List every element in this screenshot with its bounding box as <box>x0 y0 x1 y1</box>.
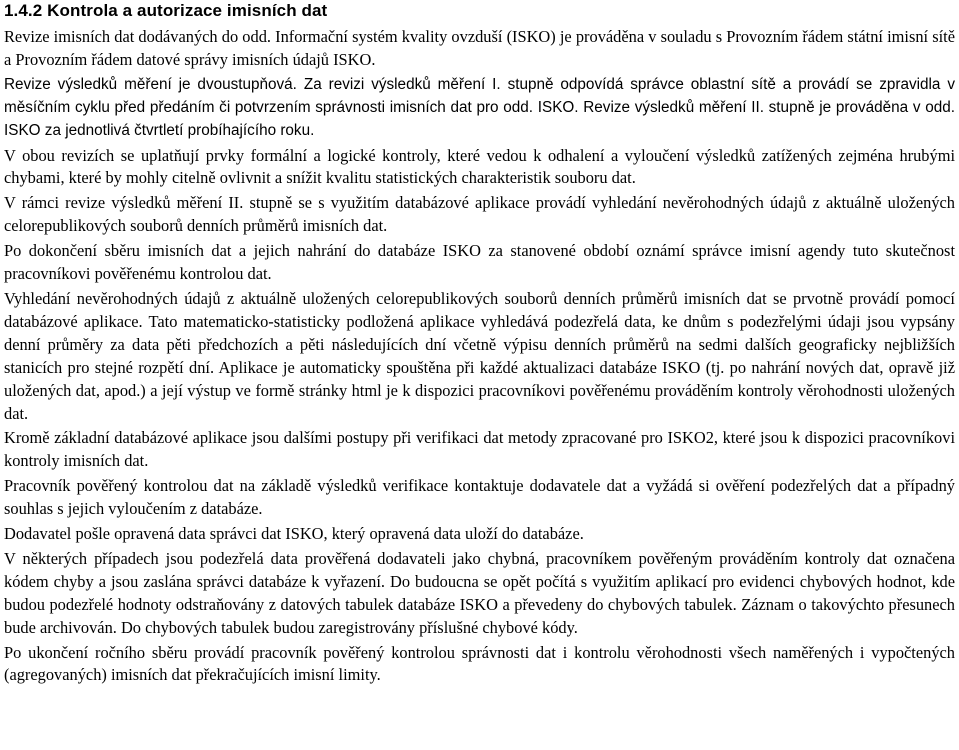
paragraph-corrected-data: Dodavatel pošle opravená data správci dat ISKO, který opravená data uloží do databáze. <box>4 524 584 544</box>
paragraph-verification: Pracovník pověřený kontrolou dat na základě výsledků verifikace kontaktuje dodavatele dat a vyžádá si ověření podezřelých dat a případný souhlas s jejich vyloučením z databáze. <box>4 476 955 519</box>
paragraph-data-collection: Po dokončení sběru imisních dat a jejich nahrání do databáze ISKO za stanovené období oznámí správce imisní agendy tuto skutečnost pracovníkovi pověřenému kontrolou dat. <box>4 241 955 284</box>
section-heading: 1.4.2 Kontrola a autorizace imisních dat <box>4 1 328 20</box>
paragraph-revision-levels: Revize výsledků měření je dvoustupňová. Za revizi výsledků měření I. stupně odpovídá správce oblastní sítě a provádí se zpravidla v měsíčním cyklu před předáním či potvrzením správnosti imisních dat pro odd. ISKO. Revize výsledků měření II. stupně je prováděna v odd. ISKO za jednotlivá čtvrtletí probíhajícího roku. <box>4 75 955 139</box>
paragraph-database-application: Vyhledání nevěrohodných údajů z aktuálně uložených celorepublikových souborů denních průměrů imisních dat se prvotně provádí pomocí databázové aplikace. Tato matematicko-statisticky podložená aplikace vyhledává podezřelá data, ke dnům s podezřelými údaji jsou vypsány denní průměry za data pěti předchozích a pěti následujících dní včetně výpisu denních průměrů na sedmi dalších geograficky nejbližších stanicích pro stejné rozpětí dní. Aplikace je automaticky spouštěna při každé aktualizaci databáze ISKO (tj. po nahrání nových dat, opravě již uložených dat, apod.) a její výstup ve formě stránky html je k dispozici pracovníkovi pověřenému prováděním kontroly věrohodnosti uložených dat. <box>4 288 955 423</box>
paragraph-error-codes: V některých případech jsou podezřelá data prověřená dodavateli jako chybná, pracovníkem pověřeným prováděním kontroly dat označena kódem chyby a jsou zaslána správci databáze k vyřazení. Do budoucna se opět počítá s využitím aplikací pro evidenci chybových hodnot, kde budou podezřelé hodnoty odstraňovány z datových tabulek databáze ISKO a převedeny do chybových tabulek. Záznam o takovýchto přesunech bude archivován. Do chybových tabulek budou zaregistrovány příslušné chybové kódy. <box>4 548 955 637</box>
paragraph-annual-check: Po ukončení ročního sběru provádí pracovník pověřený kontrolou správnosti dat i kontrolu věrohodnosti všech naměřených i vypočtených (agregovaných) imisních dat překračujících imisní limity. <box>4 642 955 685</box>
document-page <box>4 0 955 689</box>
paragraph-other-methods: Kromě základní databázové aplikace jsou dalšími postupy při verifikaci dat metody zpracované pro ISKO2, které jsou k dispozici pracovníkovi kontroly imisních dat. <box>4 428 955 471</box>
paragraph-revision-second-level: V rámci revize výsledků měření II. stupně se s využitím databázové aplikace provádí vyhledání nevěrohodných údajů z aktuálně uložených celorepublikových souborů denních průměrů imisních dat. <box>4 193 955 236</box>
paragraph-intro: Revize imisních dat dodávaných do odd. Informační systém kvality ovzduší (ISKO) je prováděna v souladu s Provozním řádem státní imisní sítě a Provozním řádem datové správy imisních údajů ISKO. <box>4 27 955 69</box>
paragraph-controls: V obou revizích se uplatňují prvky formální a logické kontroly, které vedou k odhalení a vyloučení výsledků zatížených zejména hrubými chybami, které by mohly citelně ovlivnit a snížit kvalitu statistických charakteristik souboru dat. <box>4 145 955 188</box>
